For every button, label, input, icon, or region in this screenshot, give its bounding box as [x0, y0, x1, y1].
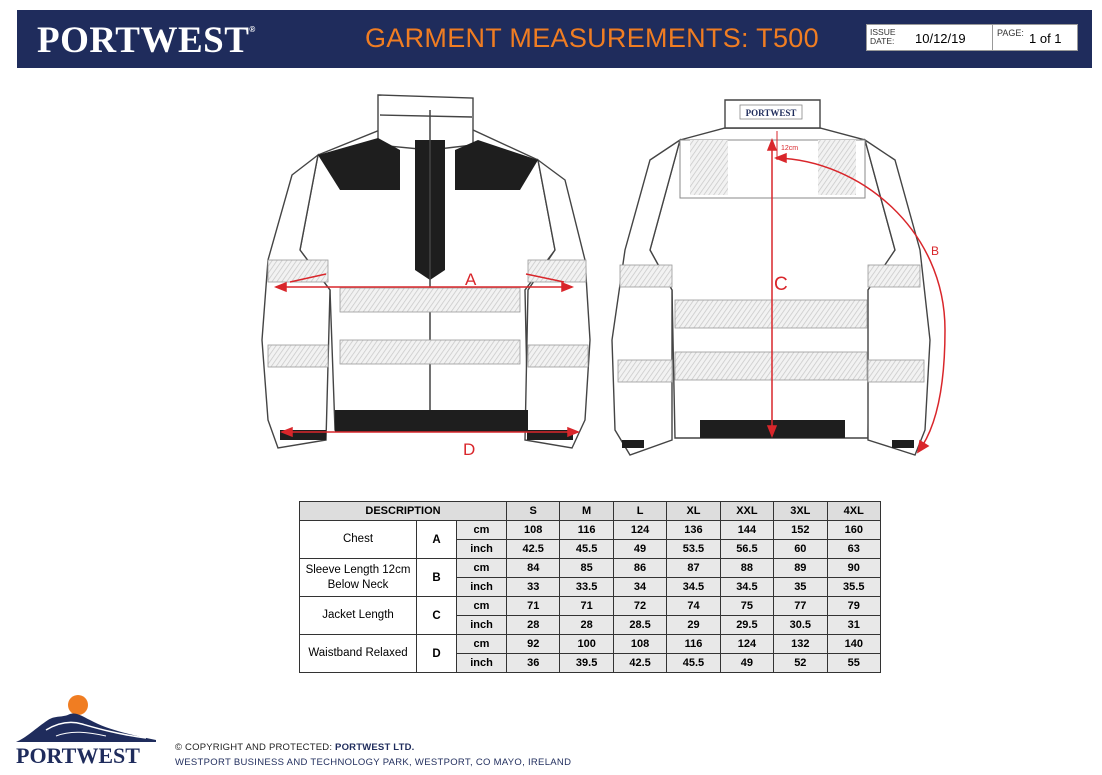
value-cell: 124	[613, 521, 666, 540]
row-letter: A	[417, 521, 457, 559]
page-label: PAGE:	[997, 28, 1024, 38]
value-cell: 74	[667, 597, 720, 616]
footer-address: WESTPORT BUSINESS AND TECHNOLOGY PARK, WESTPORT, CO MAYO, IRELAND	[175, 757, 572, 768]
brand-text: PORTWEST	[37, 20, 250, 61]
row-letter: B	[417, 559, 457, 597]
value-cell: 36	[507, 654, 560, 673]
page-value: 1 of 1	[1029, 31, 1062, 46]
unit-cell: cm	[457, 559, 507, 578]
measure-d-label: D	[463, 440, 476, 459]
value-cell: 35.5	[827, 578, 880, 597]
value-cell: 34	[613, 578, 666, 597]
value-cell: 87	[667, 559, 720, 578]
value-cell: 89	[774, 559, 827, 578]
value-cell: 79	[827, 597, 880, 616]
size-header: L	[613, 502, 666, 521]
unit-cell: cm	[457, 597, 507, 616]
value-cell: 108	[507, 521, 560, 540]
unit-cell: inch	[457, 616, 507, 635]
row-letter: D	[417, 635, 457, 673]
issue-date-value: 10/12/19	[915, 31, 966, 46]
value-cell: 116	[560, 521, 613, 540]
value-cell: 33	[507, 578, 560, 597]
value-cell: 28	[560, 616, 613, 635]
value-cell: 33.5	[560, 578, 613, 597]
size-header: XXL	[720, 502, 773, 521]
value-cell: 75	[720, 597, 773, 616]
value-cell: 108	[613, 635, 666, 654]
value-cell: 90	[827, 559, 880, 578]
value-cell: 34.5	[667, 578, 720, 597]
copyright-prefix: © COPYRIGHT AND PROTECTED:	[175, 742, 336, 753]
footer-copyright	[175, 742, 415, 753]
value-cell: 124	[720, 635, 773, 654]
size-header: XL	[667, 502, 720, 521]
value-cell: 42.5	[507, 540, 560, 559]
value-cell: 52	[774, 654, 827, 673]
unit-cell: inch	[457, 578, 507, 597]
value-cell: 53.5	[667, 540, 720, 559]
value-cell: 92	[507, 635, 560, 654]
value-cell: 132	[774, 635, 827, 654]
value-cell: 55	[827, 654, 880, 673]
value-cell: 28	[507, 616, 560, 635]
value-cell: 71	[560, 597, 613, 616]
value-cell: 63	[827, 540, 880, 559]
value-cell: 160	[827, 521, 880, 540]
registered-mark: ®	[249, 25, 256, 34]
row-letter: C	[417, 597, 457, 635]
value-cell: 31	[827, 616, 880, 635]
back-neck-tag-label: PORTWEST	[745, 108, 797, 118]
mountain-sun-icon	[16, 690, 161, 770]
value-cell: 35	[774, 578, 827, 597]
row-description: Jacket Length	[300, 597, 417, 635]
table-header-row	[300, 502, 881, 521]
value-cell: 49	[720, 654, 773, 673]
value-cell: 84	[507, 559, 560, 578]
size-header: 4XL	[827, 502, 880, 521]
value-cell: 45.5	[560, 540, 613, 559]
neck-offset-label: 12cm	[781, 145, 799, 152]
value-cell: 29.5	[720, 616, 773, 635]
footer-logo	[16, 690, 161, 770]
size-header: 3XL	[774, 502, 827, 521]
description-header: DESCRIPTION	[300, 502, 507, 521]
measure-c-label: C	[774, 274, 788, 295]
value-cell: 116	[667, 635, 720, 654]
value-cell: 72	[613, 597, 666, 616]
value-cell: 86	[613, 559, 666, 578]
value-cell: 88	[720, 559, 773, 578]
size-header: S	[507, 502, 560, 521]
measure-b-label: B	[931, 244, 940, 258]
value-cell: 42.5	[613, 654, 666, 673]
value-cell: 85	[560, 559, 613, 578]
unit-cell: cm	[457, 521, 507, 540]
table-row	[300, 635, 881, 654]
footer-logo-text: PORTWEST	[16, 743, 140, 768]
value-cell: 144	[720, 521, 773, 540]
value-cell: 56.5	[720, 540, 773, 559]
document-title: GARMENT MEASUREMENTS: T500	[365, 23, 819, 53]
value-cell: 29	[667, 616, 720, 635]
value-cell: 136	[667, 521, 720, 540]
table-row	[300, 521, 881, 540]
table-row	[300, 559, 881, 578]
value-cell: 71	[507, 597, 560, 616]
value-cell: 45.5	[667, 654, 720, 673]
row-description: Waistband Relaxed	[300, 635, 417, 673]
value-cell: 39.5	[560, 654, 613, 673]
value-cell: 30.5	[774, 616, 827, 635]
value-cell: 140	[827, 635, 880, 654]
value-cell: 34.5	[720, 578, 773, 597]
value-cell: 49	[613, 540, 666, 559]
value-cell: 60	[774, 540, 827, 559]
measure-a-label: A	[465, 270, 477, 289]
value-cell: 152	[774, 521, 827, 540]
unit-cell: cm	[457, 635, 507, 654]
copyright-company: PORTWEST LTD.	[335, 742, 415, 753]
table-row	[300, 597, 881, 616]
value-cell: 28.5	[613, 616, 666, 635]
unit-cell: inch	[457, 540, 507, 559]
unit-cell: inch	[457, 654, 507, 673]
row-description: Chest	[300, 521, 417, 559]
size-header: M	[560, 502, 613, 521]
measurements-table	[299, 501, 881, 673]
issue-date-label: ISSUE DATE:	[870, 27, 896, 46]
row-description: Sleeve Length 12cm Below Neck	[300, 559, 417, 597]
value-cell: 77	[774, 597, 827, 616]
value-cell: 100	[560, 635, 613, 654]
